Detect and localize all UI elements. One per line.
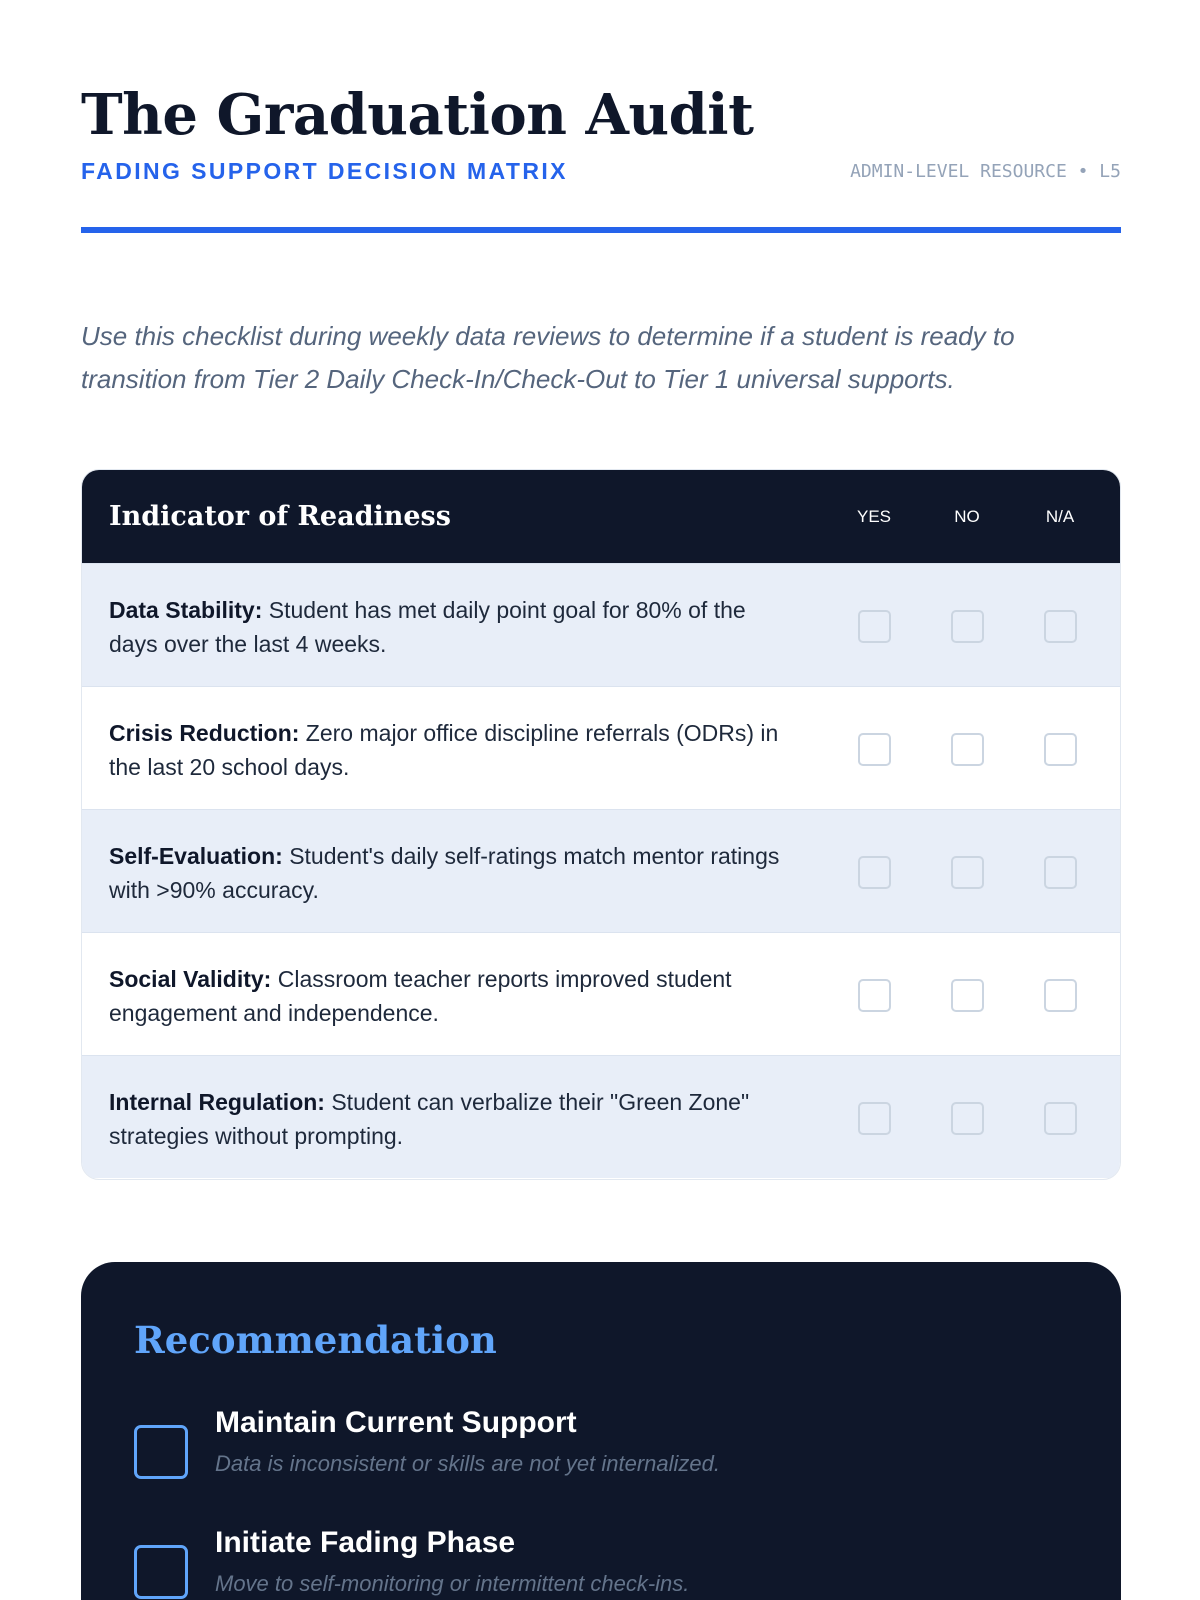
option-maintain-support[interactable] [134, 1405, 1074, 1495]
matrix-header [82, 470, 1121, 563]
indicator-text [109, 716, 799, 784]
indicator-text [109, 1085, 799, 1153]
column-header-no: NO [954, 507, 980, 526]
table-row [82, 1055, 1121, 1178]
recommendation-panel [81, 1262, 1121, 1600]
indicator-description: Zero major office discipline referrals (ODRs) in the last 20 school days. [109, 720, 779, 780]
yes-checkbox[interactable] [858, 856, 891, 889]
indicator-text [109, 962, 799, 1030]
table-row [82, 563, 1121, 686]
indicator-description: Student can verbalize their "Green Zone" strategies without prompting. [109, 1089, 750, 1149]
option-checkbox[interactable] [134, 1545, 188, 1599]
table-row [82, 932, 1121, 1055]
no-checkbox[interactable] [951, 979, 984, 1012]
na-checkbox[interactable] [1044, 856, 1077, 889]
indicator-label: Crisis Reduction: [109, 720, 300, 746]
column-header-na: N/A [1045, 507, 1075, 526]
yes-checkbox[interactable] [858, 733, 891, 766]
option-initiate-fading[interactable] [134, 1525, 1074, 1600]
table-row [82, 809, 1121, 932]
indicator-description: Student has met daily point goal for 80% of the days over the last 4 weeks. [109, 597, 746, 657]
indicator-label: Self-Evaluation: [109, 843, 283, 869]
recommendation-title: Recommendation [134, 1318, 497, 1362]
intro-text: Use this checklist during weekly data reviews to determine if a student is ready to transition from Tier 2 Daily Check-In/Check-Out to Tier 1 universal supports. [81, 321, 1015, 394]
option-checkbox[interactable] [134, 1425, 188, 1479]
no-checkbox[interactable] [951, 733, 984, 766]
option-description: Data is inconsistent or skills are not yet internalized. [215, 1451, 721, 1476]
option-label: Initiate Fading Phase [215, 1526, 516, 1559]
yes-checkbox[interactable] [858, 979, 891, 1012]
page-subtitle: FADING SUPPORT DECISION MATRIX [81, 158, 568, 184]
resource-tag: ADMIN-LEVEL RESOURCE • L5 [850, 161, 1121, 182]
indicator-text [109, 839, 799, 907]
yes-checkbox[interactable] [858, 610, 891, 643]
yes-checkbox[interactable] [858, 1102, 891, 1135]
no-checkbox[interactable] [951, 856, 984, 889]
na-checkbox[interactable] [1044, 979, 1077, 1012]
no-checkbox[interactable] [951, 610, 984, 643]
option-label: Maintain Current Support [215, 1406, 577, 1439]
indicator-description: Student's daily self-ratings match mentor ratings with >90% accuracy. [109, 843, 780, 903]
indicator-label: Internal Regulation: [109, 1089, 325, 1115]
page-title: The Graduation Audit [81, 82, 754, 148]
na-checkbox[interactable] [1044, 1102, 1077, 1135]
readiness-matrix [81, 469, 1121, 1180]
indicator-label: Social Validity: [109, 966, 272, 992]
page [81, 0, 1121, 1600]
column-header-yes: YES [856, 507, 892, 526]
na-checkbox[interactable] [1044, 610, 1077, 643]
table-row [82, 686, 1121, 809]
na-checkbox[interactable] [1044, 733, 1077, 766]
option-description: Move to self-monitoring or intermittent check-ins. [215, 1571, 690, 1596]
indicator-label: Data Stability: [109, 597, 263, 623]
indicator-text [109, 593, 799, 661]
indicator-description: Classroom teacher reports improved student engagement and independence. [109, 966, 732, 1026]
no-checkbox[interactable] [951, 1102, 984, 1135]
header-divider [81, 227, 1121, 233]
column-header-indicator: Indicator of Readiness [109, 501, 451, 532]
